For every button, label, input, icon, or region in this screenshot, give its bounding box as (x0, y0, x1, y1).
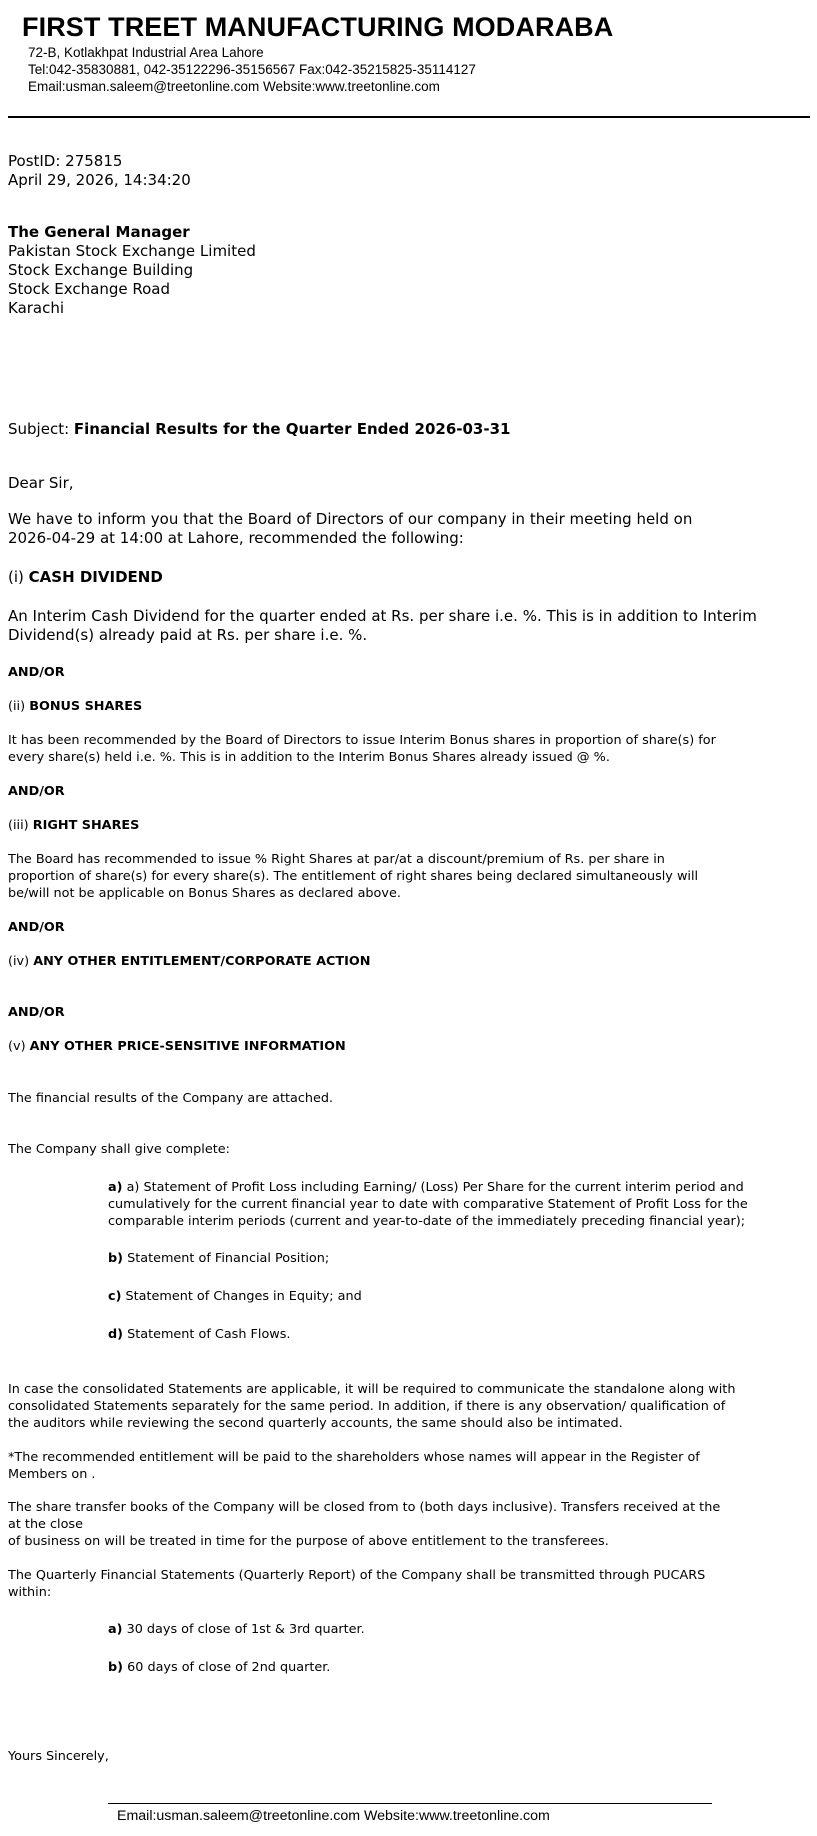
right-shares-text: be/will not be applicable on Bonus Shares as declared above. (8, 886, 401, 901)
company-phone: Tel:042-35830881, 042-35122296-35156567 Fax:042-35215825-35114127 (28, 62, 476, 77)
and-or-label: AND/OR (8, 920, 65, 935)
company-name: FIRST TREET MANUFACTURING MODARABA (22, 12, 614, 42)
right-shares-text: proportion of share(s) for every share(s). The entitlement of right shares being declared simultaneously will (8, 869, 699, 884)
statement-item-d: d) Statement of Cash Flows. (108, 1327, 291, 1342)
other-info-heading: (v) ANY OTHER PRICE-SENSITIVE INFORMATION (8, 1039, 346, 1054)
recipient-title: The General Manager (8, 223, 190, 241)
header-divider (8, 116, 810, 118)
and-or-label: AND/OR (8, 784, 65, 799)
pucars-text: within: (8, 1585, 52, 1600)
and-or-label: AND/OR (8, 1005, 65, 1020)
cash-dividend-text: An Interim Cash Dividend for the quarter ended at Rs. per share i.e. %. This is in addition to Interim (8, 607, 757, 625)
pucars-text: The Quarterly Financial Statements (Quarterly Report) of the Company shall be transmitted through PUCARS (8, 1568, 706, 1583)
statement-item-a-line: cumulatively for the current financial year to date with comparative Statement of Profit Loss for the (108, 1197, 748, 1212)
subject-line (8, 420, 510, 438)
statement-item-a: a) a) Statement of Profit Loss including Earning/ (Loss) Per Share for the current interim period and (108, 1180, 744, 1195)
attached-note: The financial results of the Company are attached. (8, 1091, 334, 1106)
timeline-item-a: a) 30 days of close of 1st & 3rd quarter. (108, 1622, 365, 1637)
transfer-books-text: of business on will be treated in time for the purpose of above entitlement to the transferees. (8, 1534, 609, 1549)
intro-line: 2026-04-29 at 14:00 at Lahore, recommended the following: (8, 529, 464, 547)
consolidated-text: consolidated Statements separately for the same period. In addition, if there is any observation/ qualification of (8, 1399, 726, 1414)
entitlement-note: *The recommended entitlement will be paid to the shareholders whose names will appear in the Register of (8, 1450, 700, 1465)
company-address: 72-B, Kotlakhpat Industrial Area Lahore (28, 45, 264, 60)
shall-give-note: The Company shall give complete: (8, 1142, 230, 1157)
footer-contact: Email:usman.saleem@treetonline.com Website:www.treetonline.com (117, 1808, 550, 1824)
subject-text: Financial Results for the Quarter Ended 2026-03-31 (73, 420, 511, 438)
transfer-books-text: at the close (8, 1517, 83, 1532)
closing: Yours Sincerely, (8, 1749, 109, 1764)
company-email-web: Email:usman.saleem@treetonline.com Website:www.treetonline.com (28, 79, 440, 94)
recipient-line: Karachi (8, 299, 65, 317)
consolidated-text: the auditors while reviewing the second quarterly accounts, the same should also be intimated. (8, 1416, 623, 1431)
intro-line: We have to inform you that the Board of Directors of our company in their meeting held on (8, 510, 693, 528)
bonus-shares-heading: (ii) BONUS SHARES (8, 699, 143, 714)
and-or-label: AND/OR (8, 665, 65, 680)
consolidated-text: In case the consolidated Statements are applicable, it will be required to communicate the standalone along with (8, 1382, 736, 1397)
statement-item-c: c) Statement of Changes in Equity; and (108, 1289, 362, 1304)
bonus-shares-text: It has been recommended by the Board of Directors to issue Interim Bonus shares in proportion of share(s) for (8, 733, 716, 748)
post-id: PostID: 275815 (8, 152, 123, 170)
recipient-line: Stock Exchange Road (8, 280, 170, 298)
statement-item-b: b) Statement of Financial Position; (108, 1251, 330, 1266)
post-datetime: April 29, 2026, 14:34:20 (8, 171, 191, 189)
timeline-item-b: b) 60 days of close of 2nd quarter. (108, 1660, 331, 1675)
recipient-line: Stock Exchange Building (8, 261, 194, 279)
salutation: Dear Sir, (8, 474, 74, 492)
footer-divider (108, 1803, 712, 1804)
right-shares-text: The Board has recommended to issue % Right Shares at par/at a discount/premium of Rs. per share in (8, 852, 665, 867)
cash-dividend-heading: (i) CASH DIVIDEND (8, 568, 163, 586)
right-shares-heading: (iii) RIGHT SHARES (8, 818, 140, 833)
entitlement-note: Members on . (8, 1467, 96, 1482)
cash-dividend-text: Dividend(s) already paid at Rs. per share i.e. %. (8, 626, 368, 644)
transfer-books-text: The share transfer books of the Company will be closed from to (both days inclusive). Transfers received at the (8, 1500, 721, 1515)
bonus-shares-text: every share(s) held i.e. %. This is in addition to the Interim Bonus Shares already issued @ %. (8, 750, 610, 765)
subject-label: Subject: (8, 420, 70, 438)
recipient-line: Pakistan Stock Exchange Limited (8, 242, 256, 260)
other-entitlement-heading: (iv) ANY OTHER ENTITLEMENT/CORPORATE ACTION (8, 954, 371, 969)
statement-item-a-line: comparable interim periods (current and year-to-date of the immediately preceding financial year); (108, 1214, 746, 1229)
